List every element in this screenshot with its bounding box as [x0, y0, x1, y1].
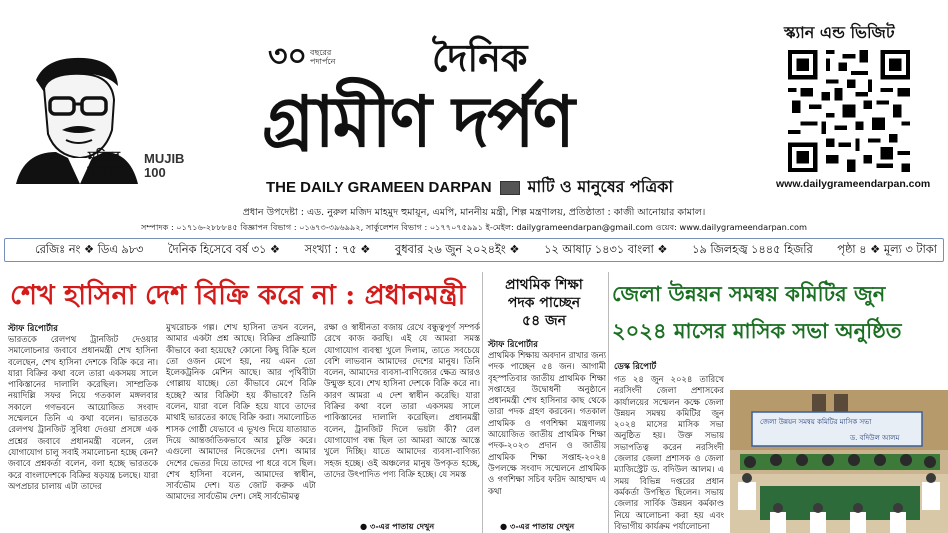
info-year: দৈনিক হিসেবে বর্ষ ৩১ ❖ [168, 242, 281, 256]
lead-column-1-text: ভারতকে রেলপথ ট্রানজিট দেওয়ার সমালোচনার জবাবে প্রধানমন্ত্রী শেখ হাসিনা বলেছেন, শেখ হাসিনা দেশকে বিক্রি করে না। যারা বিক্রির কথা বলে তারা একসময় সালে পাকিস্তানের দালালি করেছিল। সাম্প্রতিক নয়াদিল্লি সফর নিয়ে গতকাল মঙ্গলবার সকালে গণভবনে আয়োজিত সংবাদ সম্মেলনে তিনি এ কথা বলেন। ভারতকে রেলপথ ট্রানজিট সুবিধা দেওয়া প্রসঙ্গে এক প্রশ্নের জবাবে প্রধানমন্ত্রী বলেন, রেল যোগাযোগ চালু সবাই সমালোচনা হচ্ছে কেন? জবাবে প্রশ্নকর্তা বলেন, বলা হচ্ছে ভারতকে করে বাংলাদেশকে বিক্রির ষড়যন্ত্র চলছে। যারা অপপ্রচার চালায় এটা তাদের [8, 334, 158, 491]
anniversary-line-2: পদার্পনে [310, 57, 336, 66]
meeting-photo[interactable] [730, 390, 948, 533]
right-byline: ডেস্ক রিপোর্ট [614, 362, 657, 372]
paper-name: গ্রামীণ দর্পণ [262, 80, 573, 163]
second-column-text: প্রাথমিক শিক্ষায় অবদান রাখার জন্য পদক পাচ্ছেন ৫৪ জন। আগামী বৃহস্পতিবার জাতীয় প্রাথমিক শিক্ষা সপ্তাহের উদ্বোধনী অনুষ্ঠানে প্রধানমন্ত্রী শেখ হাসিনার কাছ থেকে তারা পদক গ্রহণ করবেন। গতকাল প্রাথমিক ও গণশিক্ষা মন্ত্রণালয় আয়োজিত জাতীয় প্রাথমিক শিক্ষা পদক-২০২৩ প্রদান ও জাতীয় প্রাথমিক শিক্ষা সপ্তাহ-২০২৪ উপলক্ষে সংবাদ সম্মেলনে প্রাথমিক ও গণশিক্ষা সচিব ফরিদ আহাম্মদ এ কথা [488, 350, 606, 496]
flag-icon [500, 181, 520, 195]
right-headline[interactable] [612, 276, 948, 350]
column-divider [608, 272, 609, 533]
right-headline-line-2: ২০২৪ মাসের মাসিক সভা অনুষ্ঠিত [612, 319, 902, 343]
lead-continued-link[interactable]: ● ৩-এর পাতায় দেখুন [360, 521, 435, 531]
second-headline-line-1: প্রাথমিক শিক্ষা [505, 277, 583, 293]
lead-headline[interactable]: শেখ হাসিনা দেশ বিক্রি করে না : প্রধানমন্ত্রী [10, 280, 466, 311]
column-divider [482, 272, 483, 533]
info-page-price: পৃষ্ঠা ৪ ❖ মূল্য ৩ টাকা [837, 242, 937, 256]
lead-column-1 [8, 334, 158, 532]
advisor-line: প্রধান উপদেষ্টা : এড. নুরুল মজিদ মাহমুদ হুমায়ূন, এমপি, মাননীয় মন্ত্রী, শিল্প মন্ত্রণালয়, প্রতিষ্ঠাতা : কাজী আনোয়ার কামাল। [242, 207, 706, 218]
scan-label: স্ক্যান এন্ড ভিজিট [784, 23, 895, 42]
info-issue-number: সংখ্যা : ৭৫ ❖ [304, 242, 371, 256]
lead-column-3-text: রক্ষা ও স্বাধীনতা বজায় রেখে বন্ধুত্বপূর্ণ সম্পর্ক রেখে কাজ করছি। এই যে আমরা সমস্ত যোগাযোগ ব্যবস্থা খুলে দিলাম, তাতে সবচেয়ে বেশি লাভবান আমাদের দেশের মানুষ। তিনি বলেন, আমাদের ব্যবসা-বাণিজ্যের ক্ষেত্র আরও উন্মুক্ত হবে। শেখ হাসিনা দেশকে বিক্রি করে না। কারণ আমরা এ দেশ স্বাধীন করেছি। যারা বিক্রির কথা বলে তারা একসময় সালে পাকিস্তানের দালালি করেছিল। প্রধানমন্ত্রী বলেন, ট্রানজিট দিলে ভয়টা কী? রেল যোগাযোগ বন্ধ ছিল তা আমরা আস্তে আস্তে খুলে দিচ্ছি। যাতে আমাদের ব্যবসা-বাণিজ্য সহজ হচ্ছে। ওই অঞ্চলের মানুষ উপকৃত হচ্ছে, তাদের উৎপাদিত পণ্য বিক্রি হচ্ছে। যে সমস্ত [324, 322, 480, 479]
daily-word: দৈনিক [432, 35, 528, 80]
info-date-gregorian: বুধবার ২৬ জুন ২০২৪ইং ❖ [394, 242, 520, 256]
anniversary-line-1: বছরের [310, 48, 332, 57]
mujib-100-tag [88, 149, 185, 180]
second-headline-line-2: পদক পাচ্ছেন [507, 295, 581, 311]
lead-byline: স্টাফ রিপোর্টার [8, 324, 58, 334]
info-date-bangla: ১২ আষাঢ় ১৪৩১ বাংলা ❖ [544, 242, 668, 256]
anniversary-mark [268, 39, 336, 74]
right-headline-line-1: জেলা উন্নয়ন সমন্বয় কমিটির জুন [612, 282, 886, 306]
info-registration: রেজিঃ নং ❖ ডিএ ৯৮৩ [35, 242, 144, 256]
right-column-text: গত ২৪ জুন ২০২৪ তারিখে নরসিংদী জেলা প্রশাসকের কার্যালয়ের সম্মেলন কক্ষে জেলা উন্নয়ন সমন্বয় কমিটির জুন ২০২৪ মাসের মাসিক সভা অনুষ্ঠিত হয়। উক্ত সভায় সভাপতিত্ব করেন নরসিংদী জেলার জেলা প্রশাসক ও জেলা ম্যাজিস্ট্রেট ড. বদিউল আলম। এ সময় বিভিন্ন দপ্তরের প্রধান কর্মকর্তা উপস্থিত ছিলেন। সভায় জেলার সার্বিক উন্নয়ন কর্মকাণ্ড নিয়ে আলোচনা করা হয় এবং বিভাগীয় কার্যক্রম পর্যালোচনা [614, 374, 724, 531]
mujib-100-bangla: মুজিব শতবর্ষ [88, 149, 123, 180]
english-nameplate [266, 174, 673, 201]
photo-name-text: ড. বদিউল আলম [850, 434, 900, 442]
english-name: THE DAILY GRAMEEN DARPAN [266, 179, 492, 196]
anniversary-text [310, 48, 335, 66]
right-column [614, 374, 724, 533]
anniversary-number: ৩০ [268, 39, 308, 74]
second-continued-link[interactable]: ● ৩-এর পাতায় দেখুন [500, 521, 575, 531]
slogan: মাটি ও মানুষের পত্রিকা [527, 177, 674, 196]
photo-banner-text: জেলা উন্নয়ন সমন্বয় কমিটির মাসিক সভা [760, 418, 872, 426]
mujib-100-english: MUJIB 100 [144, 151, 185, 180]
qr-code-icon[interactable] [788, 50, 910, 172]
lead-column-2 [166, 322, 316, 532]
lead-column-2-text: মুখরোচক গল্প। শেখ হাসিনা তখন বলেন, আমার একটা প্রশ্ন আছে। বিক্রির প্রক্রিয়াটি কীভাবে করা হয়েছে? কোনো কিছু বিক্রি হলে তো ওজন মেপে হয়, নয় এমন তো ইলেকট্রনিক মেশিন আছে। আর পৃথিবীটা গোল্লায় যাচ্ছে। তো কীভাবে মেপে বিক্রি হচ্ছে? আর বিক্রিটা হয় কীভাবে? তিনি বলেন, যারা বলে বিক্রি হয়ে যাবে তাদের মাথাই ভারতের কাছে বিক্রি করা। সমালোচিত শাসক গোষ্ঠী যেভাবে এ ভূখণ্ড দিয়ে যাতায়াত দিয়ে আন্তর্জাতিকভাবে আর চুক্তি করে। এগুলো আমাদের নিজেদের দেশ। আমার দেশের ভেতর দিয়ে তাদের পা ধরে বসে ছিল। শেখ হাসিনা বলেন, আমাদের স্বাধীন, সার্বভৌম দেশ। যত জোট করুক এটা আমাদের সার্বভৌম দেশ। সেই সার্বভৌমত্ব [166, 322, 316, 502]
info-date-hijri: ১৯ জিলহজ্ব ১৪৪৫ হিজরি [692, 242, 813, 256]
website-link[interactable]: www.dailygrameendarpan.com [776, 178, 931, 190]
second-column [488, 350, 606, 518]
second-headline-line-3: ৫৪ জন [522, 313, 566, 329]
second-headline[interactable] [484, 276, 604, 330]
second-byline: স্টাফ রিপোর্টার [488, 340, 538, 350]
issue-info-bar [4, 238, 944, 262]
contact-line: সম্পাদক : ০১৭১৬-২৮৮৮৪৫ বিজ্ঞাপন বিভাগ : ০১৬৭৩-৩৯৬৯৯২, সার্কুলেশন বিভাগ : ০১৭৭০৭৫৯৯১ ই-মেইল: dailygrameendarpan@gmail.com ওয়েব: www.dailygrameendarpan.com [141, 222, 807, 232]
lead-column-3 [324, 322, 480, 518]
